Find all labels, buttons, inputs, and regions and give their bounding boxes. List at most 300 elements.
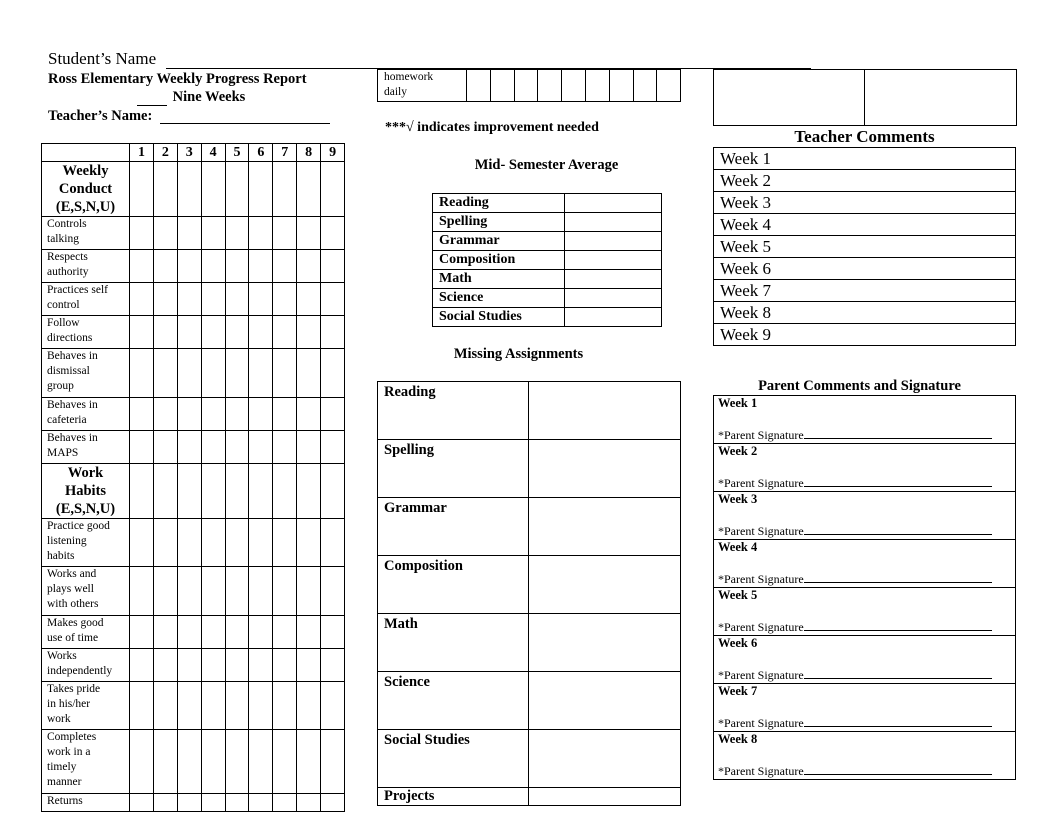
- missing-field[interactable]: [529, 556, 681, 614]
- grid-row: [42, 397, 345, 430]
- grade-cell[interactable]: [273, 463, 297, 518]
- homework-cell[interactable]: [514, 70, 538, 102]
- grid-row-label: Works independently: [42, 648, 130, 681]
- teacher-comments-title: Teacher Comments: [794, 127, 935, 146]
- grade-cell[interactable]: [153, 681, 177, 730]
- grade-cell[interactable]: [273, 794, 297, 812]
- grade-cell[interactable]: [225, 681, 249, 730]
- grade-cell[interactable]: [130, 681, 154, 730]
- grid-row: [42, 730, 345, 794]
- missing-row: [378, 614, 681, 672]
- grade-cell[interactable]: [130, 283, 154, 316]
- grade-cell[interactable]: [130, 250, 154, 283]
- missing-row: [378, 730, 681, 788]
- subject-label: Social Studies: [378, 730, 529, 788]
- grade-cell[interactable]: [273, 283, 297, 316]
- parent-comment-week: Week 3: [718, 492, 758, 506]
- grade-cell[interactable]: [153, 794, 177, 812]
- grid-row: [42, 567, 345, 616]
- grid-row: [42, 283, 345, 316]
- term-blank-field[interactable]: [137, 92, 167, 106]
- grade-cell[interactable]: [153, 283, 177, 316]
- grade-cell[interactable]: [297, 283, 321, 316]
- grade-cell[interactable]: [273, 648, 297, 681]
- grade-cell[interactable]: [201, 681, 225, 730]
- grade-cell[interactable]: [321, 681, 345, 730]
- signature-line[interactable]: [804, 619, 992, 631]
- homework-label: homework daily: [378, 70, 467, 102]
- grade-cell[interactable]: [321, 648, 345, 681]
- grade-cell[interactable]: [273, 518, 297, 567]
- grade-cell[interactable]: [177, 730, 201, 794]
- grade-cell[interactable]: [201, 730, 225, 794]
- grade-cell[interactable]: [297, 615, 321, 648]
- teacher-comment-row: [714, 148, 1016, 170]
- missing-field[interactable]: [529, 730, 681, 788]
- teacher-comment-week[interactable]: Week 5: [714, 236, 1016, 258]
- average-field[interactable]: [565, 251, 662, 270]
- improvement-note: ***√ indicates improvement needed: [385, 120, 599, 135]
- missing-field[interactable]: [529, 672, 681, 730]
- grid-row: [42, 217, 345, 250]
- signature-line[interactable]: [804, 571, 992, 583]
- grade-cell[interactable]: [297, 567, 321, 616]
- teacher-comment-week[interactable]: Week 2: [714, 170, 1016, 192]
- signature-line[interactable]: [804, 523, 992, 535]
- grid-row-label: Follow directions: [42, 316, 130, 349]
- signature-line[interactable]: [804, 763, 992, 775]
- grade-cell[interactable]: [225, 217, 249, 250]
- grade-cell[interactable]: [153, 648, 177, 681]
- missing-field[interactable]: [529, 788, 681, 806]
- signature-label: *Parent Signature: [718, 668, 804, 682]
- grade-cell[interactable]: [321, 518, 345, 567]
- grade-cell[interactable]: [201, 430, 225, 463]
- parent-comment-week: Week 2: [718, 444, 758, 458]
- teacher-comment-week[interactable]: Week 9: [714, 324, 1016, 346]
- average-field[interactable]: [565, 289, 662, 308]
- grid-row: [42, 349, 345, 398]
- week-number: 5: [225, 144, 249, 162]
- term-label: Nine Weeks: [172, 89, 246, 105]
- missing-row: [378, 498, 681, 556]
- grade-cell[interactable]: [153, 615, 177, 648]
- signature-label: *Parent Signature: [718, 764, 804, 778]
- grade-cell[interactable]: [130, 567, 154, 616]
- grade-cell[interactable]: [177, 430, 201, 463]
- grade-cell[interactable]: [321, 250, 345, 283]
- grade-cell[interactable]: [130, 794, 154, 812]
- teacher-comment-row: [714, 324, 1016, 346]
- grade-cell[interactable]: [249, 316, 273, 349]
- grade-cell[interactable]: [177, 681, 201, 730]
- grade-cell[interactable]: [225, 730, 249, 794]
- subject-label: Composition: [378, 556, 529, 614]
- grade-cell[interactable]: [249, 217, 273, 250]
- parent-comment-row: [714, 396, 1016, 444]
- signature-label: *Parent Signature: [718, 476, 804, 490]
- subject-label: Projects: [378, 788, 529, 806]
- grade-cell[interactable]: [297, 430, 321, 463]
- average-field[interactable]: [565, 270, 662, 289]
- signature-line[interactable]: [804, 715, 992, 727]
- parent-comments-table: [713, 395, 1016, 780]
- grade-cell[interactable]: [153, 463, 177, 518]
- term-line: [48, 89, 334, 106]
- teacher-comment-week[interactable]: Week 8: [714, 302, 1016, 324]
- grade-cell[interactable]: [249, 162, 273, 217]
- parent-comment-row: [714, 732, 1016, 780]
- average-field[interactable]: [565, 308, 662, 327]
- grade-cell[interactable]: [177, 615, 201, 648]
- teacher-comment-row: [714, 236, 1016, 258]
- grid-row-label: Behaves in dismissal group: [42, 349, 130, 398]
- grade-cell[interactable]: [130, 349, 154, 398]
- grade-cell[interactable]: [201, 615, 225, 648]
- grade-cell[interactable]: [225, 162, 249, 217]
- homework-cell[interactable]: [633, 70, 657, 102]
- teacher-comment-row: [714, 214, 1016, 236]
- signature-line[interactable]: [804, 667, 992, 679]
- grade-cell[interactable]: [297, 397, 321, 430]
- average-field[interactable]: [565, 194, 662, 213]
- grid-row-label: Completes work in a timely manner: [42, 730, 130, 794]
- parent-signature: [718, 523, 1011, 539]
- grade-cell[interactable]: [273, 615, 297, 648]
- mid-semester-row: [433, 232, 662, 251]
- grade-cell[interactable]: [201, 518, 225, 567]
- grade-cell[interactable]: [297, 316, 321, 349]
- subject-label: Math: [433, 270, 565, 289]
- subject-label: Reading: [378, 382, 529, 440]
- grade-cell[interactable]: [201, 349, 225, 398]
- parent-comment-cell[interactable]: [714, 732, 1016, 780]
- grid-row-label: Behaves in cafeteria: [42, 397, 130, 430]
- week-number: 2: [153, 144, 177, 162]
- teacher-comments-table: [713, 147, 1016, 346]
- mid-semester-title: Mid- Semester Average: [474, 157, 619, 173]
- grade-cell[interactable]: [273, 397, 297, 430]
- mid-semester-row: [433, 308, 662, 327]
- parent-comment-cell[interactable]: [714, 444, 1016, 492]
- subject-label: Spelling: [378, 440, 529, 498]
- missing-field[interactable]: [529, 498, 681, 556]
- grade-cell[interactable]: [249, 730, 273, 794]
- grade-cell[interactable]: [153, 518, 177, 567]
- grade-cell[interactable]: [249, 567, 273, 616]
- teacher-comment-row: [714, 192, 1016, 214]
- grid-row-label: Makes good use of time: [42, 615, 130, 648]
- grade-cell[interactable]: [225, 316, 249, 349]
- grade-cell[interactable]: [321, 567, 345, 616]
- grade-cell[interactable]: [321, 463, 345, 518]
- parent-comment-cell[interactable]: [714, 396, 1016, 444]
- grade-cell[interactable]: [273, 730, 297, 794]
- grade-cell[interactable]: [130, 397, 154, 430]
- grade-cell[interactable]: [201, 250, 225, 283]
- grade-cell[interactable]: [297, 250, 321, 283]
- grade-cell[interactable]: [321, 217, 345, 250]
- student-name-label: Student’s Name: [48, 49, 157, 68]
- mid-semester-row: [433, 251, 662, 270]
- homework-cell[interactable]: [609, 70, 633, 102]
- grade-cell[interactable]: [273, 349, 297, 398]
- missing-row: [378, 556, 681, 614]
- parent-signature: [718, 667, 1011, 683]
- signature-line[interactable]: [804, 427, 992, 439]
- homework-cell[interactable]: [467, 70, 491, 102]
- grade-cell[interactable]: [249, 794, 273, 812]
- grade-cell[interactable]: [153, 250, 177, 283]
- grade-cell[interactable]: [201, 794, 225, 812]
- grade-cell[interactable]: [297, 518, 321, 567]
- parent-comments-title: Parent Comments and Signature: [758, 378, 961, 394]
- grade-cell[interactable]: [225, 463, 249, 518]
- grade-cell[interactable]: [177, 283, 201, 316]
- work-habits-header-row: [42, 463, 345, 518]
- grid-row-label: Behaves in MAPS: [42, 430, 130, 463]
- grid-row-label: Controls talking: [42, 217, 130, 250]
- grade-cell[interactable]: [201, 283, 225, 316]
- grade-cell[interactable]: [177, 397, 201, 430]
- subject-label: Composition: [433, 251, 565, 270]
- week-number: 8: [297, 144, 321, 162]
- grade-cell[interactable]: [273, 430, 297, 463]
- grade-cell[interactable]: [321, 794, 345, 812]
- grade-cell[interactable]: [297, 349, 321, 398]
- grade-cell[interactable]: [130, 518, 154, 567]
- grade-cell[interactable]: [225, 349, 249, 398]
- grade-cell[interactable]: [249, 397, 273, 430]
- grade-cell[interactable]: [177, 463, 201, 518]
- work-habits-header: Work Habits (E,S,N,U): [42, 463, 130, 518]
- grid-row-label: Works and plays well with others: [42, 567, 130, 616]
- grade-cell[interactable]: [273, 250, 297, 283]
- parent-signature: [718, 571, 1011, 587]
- corner-cell: [42, 144, 130, 162]
- signature-line[interactable]: [804, 475, 992, 487]
- grade-cell[interactable]: [225, 283, 249, 316]
- grade-cell[interactable]: [297, 730, 321, 794]
- grid-row-label: Returns: [42, 794, 130, 812]
- grade-cell[interactable]: [225, 648, 249, 681]
- teacher-comment-week[interactable]: Week 1: [714, 148, 1016, 170]
- grid-row: [42, 794, 345, 812]
- grade-cell[interactable]: [249, 250, 273, 283]
- grade-cell[interactable]: [321, 615, 345, 648]
- grade-cell[interactable]: [321, 430, 345, 463]
- teacher-comment-row: [714, 280, 1016, 302]
- grade-cell[interactable]: [321, 283, 345, 316]
- parent-comment-week: Week 6: [718, 636, 758, 650]
- parent-signature: [718, 763, 1011, 779]
- grade-cell[interactable]: [225, 250, 249, 283]
- weekly-conduct-header: Weekly Conduct (E,S,N,U): [42, 162, 130, 217]
- parent-comment-cell[interactable]: [714, 492, 1016, 540]
- grade-cell[interactable]: [201, 162, 225, 217]
- grade-cell[interactable]: [153, 316, 177, 349]
- mid-semester-table: [432, 193, 662, 327]
- parent-comment-week: Week 1: [718, 396, 758, 410]
- grade-cell[interactable]: [321, 316, 345, 349]
- grade-cell[interactable]: [249, 648, 273, 681]
- grade-cell[interactable]: [225, 430, 249, 463]
- grade-cell[interactable]: [130, 463, 154, 518]
- homework-cell[interactable]: [490, 70, 514, 102]
- grid-row-label: Practices self control: [42, 283, 130, 316]
- missing-row: [378, 788, 681, 806]
- grade-cell[interactable]: [249, 681, 273, 730]
- grade-cell[interactable]: [297, 648, 321, 681]
- week-number: 9: [321, 144, 345, 162]
- grade-cell[interactable]: [321, 162, 345, 217]
- grade-cell[interactable]: [130, 217, 154, 250]
- grade-cell[interactable]: [297, 217, 321, 250]
- grade-cell[interactable]: [321, 730, 345, 794]
- grade-cell[interactable]: [177, 162, 201, 217]
- grade-cell[interactable]: [130, 162, 154, 217]
- average-field[interactable]: [565, 213, 662, 232]
- subject-label: Grammar: [378, 498, 529, 556]
- grade-cell[interactable]: [249, 349, 273, 398]
- grade-cell[interactable]: [321, 349, 345, 398]
- week-number: 3: [177, 144, 201, 162]
- teacher-comment-row: [714, 170, 1016, 192]
- grade-cell[interactable]: [177, 349, 201, 398]
- subject-label: Reading: [433, 194, 565, 213]
- grid-row: [42, 430, 345, 463]
- grid-row-label: Practice good listening habits: [42, 518, 130, 567]
- grade-cell[interactable]: [201, 463, 225, 518]
- grade-cell[interactable]: [225, 397, 249, 430]
- grade-cell[interactable]: [273, 162, 297, 217]
- parent-comment-cell[interactable]: [714, 588, 1016, 636]
- parent-comment-cell[interactable]: [714, 684, 1016, 732]
- grade-cell[interactable]: [130, 316, 154, 349]
- grade-cell[interactable]: [177, 316, 201, 349]
- teacher-comment-row: [714, 302, 1016, 324]
- grade-cell[interactable]: [249, 518, 273, 567]
- grade-cell[interactable]: [297, 463, 321, 518]
- grade-cell[interactable]: [153, 217, 177, 250]
- parent-comment-cell[interactable]: [714, 636, 1016, 684]
- parent-signature: [718, 619, 1011, 635]
- grade-cell[interactable]: [153, 567, 177, 616]
- grid-row: [42, 681, 345, 730]
- homework-cell[interactable]: [562, 70, 586, 102]
- grade-cell[interactable]: [177, 648, 201, 681]
- grade-cell[interactable]: [177, 250, 201, 283]
- grade-cell[interactable]: [153, 349, 177, 398]
- grade-cell[interactable]: [249, 430, 273, 463]
- grade-cell[interactable]: [273, 681, 297, 730]
- grade-cell[interactable]: [153, 162, 177, 217]
- homework-cell[interactable]: [585, 70, 609, 102]
- grid-row: [42, 648, 345, 681]
- grid-row: [42, 316, 345, 349]
- grade-cell[interactable]: [273, 567, 297, 616]
- signature-label: *Parent Signature: [718, 524, 804, 538]
- grade-cell[interactable]: [249, 615, 273, 648]
- grade-cell[interactable]: [201, 648, 225, 681]
- grid-row-label: Takes pride in his/her work: [42, 681, 130, 730]
- subject-label: Social Studies: [433, 308, 565, 327]
- grade-cell[interactable]: [273, 217, 297, 250]
- grade-cell[interactable]: [225, 794, 249, 812]
- grade-cell[interactable]: [201, 217, 225, 250]
- grade-cell[interactable]: [273, 316, 297, 349]
- box-cell-left[interactable]: [714, 70, 865, 126]
- parent-comment-week: Week 7: [718, 684, 758, 698]
- grid-row-label: Respects authority: [42, 250, 130, 283]
- grade-cell[interactable]: [297, 681, 321, 730]
- grid-row: [42, 615, 345, 648]
- parent-comment-week: Week 8: [718, 732, 758, 746]
- grade-cell[interactable]: [249, 463, 273, 518]
- parent-comment-row: [714, 684, 1016, 732]
- missing-field[interactable]: [529, 382, 681, 440]
- missing-field[interactable]: [529, 614, 681, 672]
- subject-label: Science: [378, 672, 529, 730]
- grade-cell[interactable]: [321, 397, 345, 430]
- parent-comment-week: Week 4: [718, 540, 758, 554]
- homework-cell[interactable]: [538, 70, 562, 102]
- grade-cell[interactable]: [201, 397, 225, 430]
- week-number: 4: [201, 144, 225, 162]
- average-field[interactable]: [565, 232, 662, 251]
- grade-cell[interactable]: [130, 430, 154, 463]
- parent-comment-cell[interactable]: [714, 540, 1016, 588]
- teacher-comment-week[interactable]: Week 6: [714, 258, 1016, 280]
- grade-cell[interactable]: [225, 518, 249, 567]
- parent-comment-week: Week 5: [718, 588, 758, 602]
- subject-label: Spelling: [433, 213, 565, 232]
- teacher-comment-week[interactable]: Week 3: [714, 192, 1016, 214]
- grade-cell[interactable]: [201, 316, 225, 349]
- grade-cell[interactable]: [130, 615, 154, 648]
- grade-cell[interactable]: [177, 518, 201, 567]
- grade-cell[interactable]: [297, 162, 321, 217]
- grade-cell[interactable]: [130, 730, 154, 794]
- week-number-row: [42, 144, 345, 162]
- grade-cell[interactable]: [130, 648, 154, 681]
- teacher-comment-week[interactable]: Week 4: [714, 214, 1016, 236]
- missing-row: [378, 672, 681, 730]
- grade-cell[interactable]: [201, 567, 225, 616]
- parent-signature: [718, 475, 1011, 491]
- teacher-name-field[interactable]: [160, 123, 330, 124]
- box-cell-right[interactable]: [865, 70, 1017, 126]
- homework-cell[interactable]: [657, 70, 681, 102]
- signature-label: *Parent Signature: [718, 620, 804, 634]
- grade-cell[interactable]: [153, 730, 177, 794]
- grade-cell[interactable]: [153, 397, 177, 430]
- grade-cell[interactable]: [225, 615, 249, 648]
- grade-cell[interactable]: [153, 430, 177, 463]
- grade-cell[interactable]: [297, 794, 321, 812]
- subject-label: Science: [433, 289, 565, 308]
- teacher-comment-week[interactable]: Week 7: [714, 280, 1016, 302]
- mid-semester-row: [433, 289, 662, 308]
- grade-cell[interactable]: [249, 283, 273, 316]
- grid-row: [42, 250, 345, 283]
- missing-field[interactable]: [529, 440, 681, 498]
- signature-label: *Parent Signature: [718, 716, 804, 730]
- grade-cell[interactable]: [177, 567, 201, 616]
- grade-cell[interactable]: [225, 567, 249, 616]
- grade-cell[interactable]: [177, 794, 201, 812]
- grade-cell[interactable]: [177, 217, 201, 250]
